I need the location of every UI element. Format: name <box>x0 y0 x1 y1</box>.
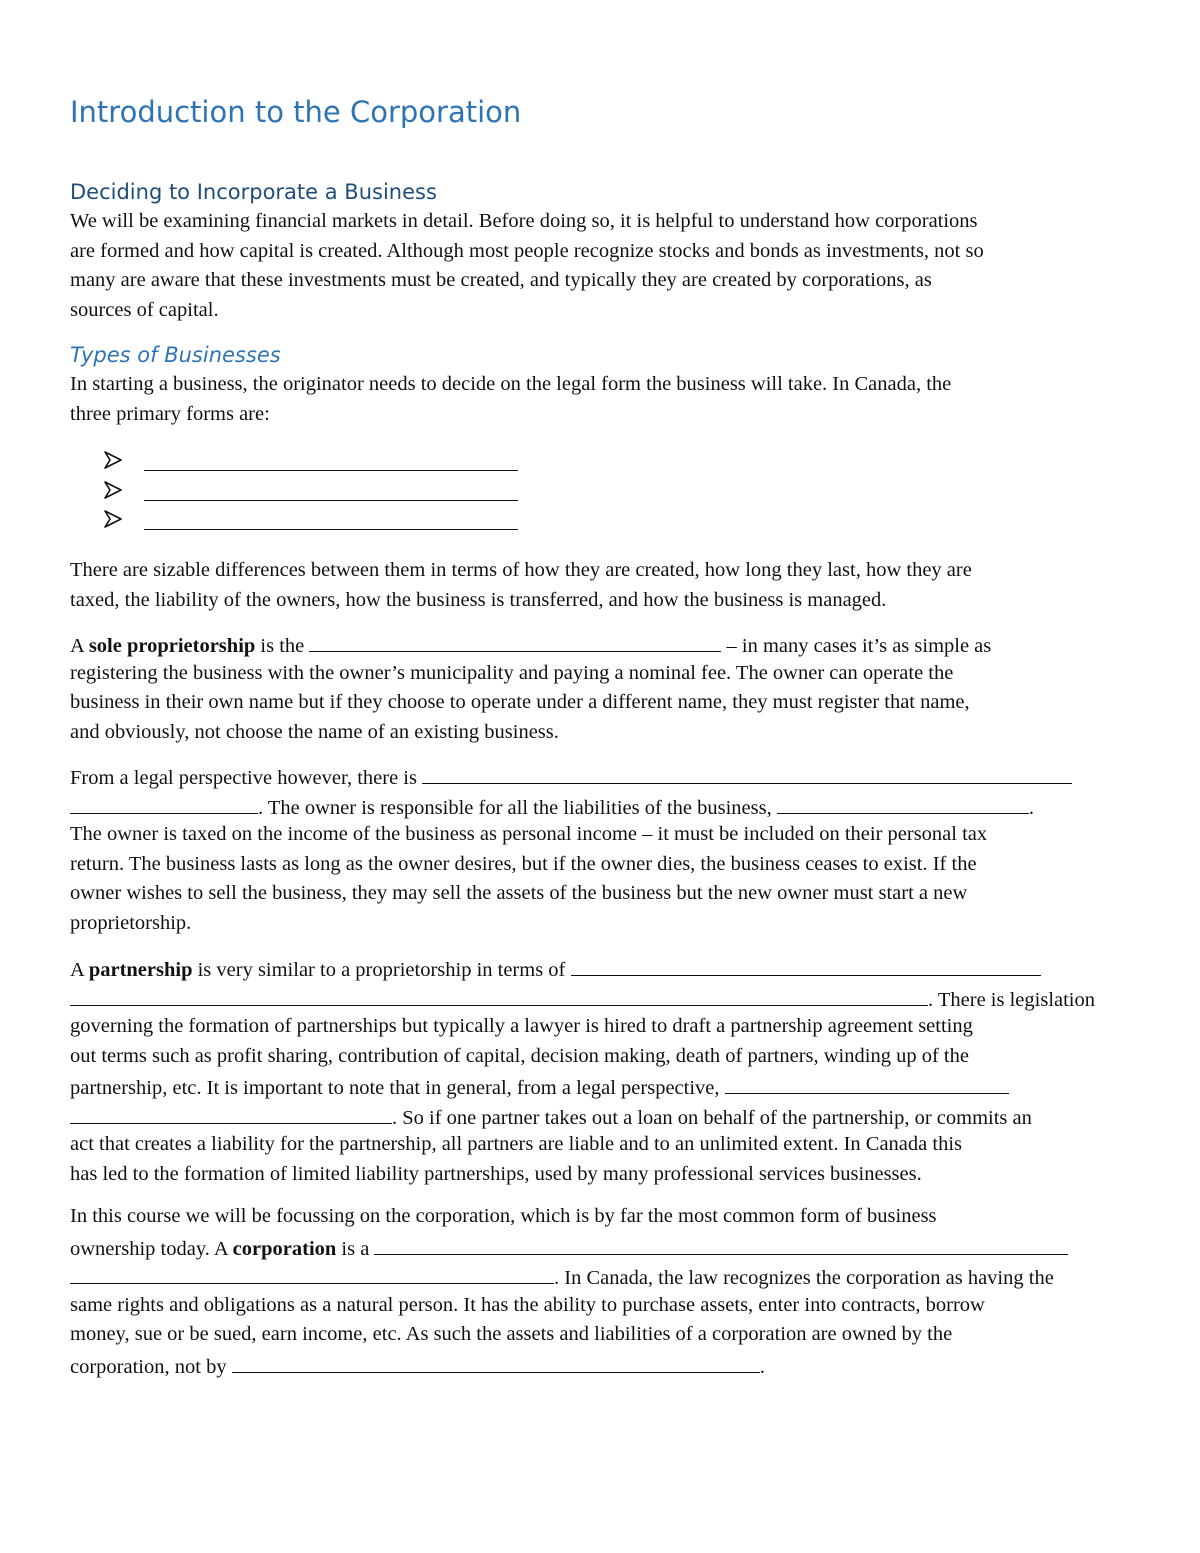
fill-in-blank[interactable] <box>144 529 518 530</box>
text-line: We will be examining financial markets in detail. Before doing so, it is helpful to understand how corporations <box>70 210 978 232</box>
text-line: proprietorship. <box>70 911 192 934</box>
text-line: registering the business with the owner’s municipality and paying a nominal fee. The owner can operate the <box>70 661 954 684</box>
types-paragraph <box>70 370 1128 429</box>
corporation-paragraph <box>70 1202 1128 1379</box>
text-line <box>70 953 1128 983</box>
text-line <box>70 791 1128 821</box>
section-heading: Deciding to Incorporate a Business <box>70 180 437 204</box>
subsection-heading: Types of Businesses <box>70 343 281 367</box>
partnership-paragraph <box>70 953 1128 1189</box>
text-line: and obviously, not choose the name of an existing business. <box>70 720 559 743</box>
fill-in-blank[interactable] <box>777 791 1029 814</box>
fill-in-blank[interactable] <box>144 470 518 471</box>
fill-in-blank[interactable] <box>70 983 928 1006</box>
fill-in-blank[interactable] <box>70 1101 392 1124</box>
text-line: many are aware that these investments must be created, and typically they are created by corporations, as <box>70 269 932 291</box>
text-line <box>70 1350 1128 1380</box>
text-run: is very similar to a proprietorship in terms of <box>192 959 571 981</box>
fill-in-blank[interactable] <box>422 761 1072 784</box>
text-line <box>70 1232 1128 1262</box>
differences-paragraph <box>70 556 1128 615</box>
text-run: . <box>759 1355 765 1378</box>
text-run: partnership, etc. It is important to note that in general, from a legal perspective, <box>70 1077 725 1099</box>
text-line: money, sue or be sued, earn income, etc. As such the assets and liabilities of a corporation are owned by the <box>70 1323 953 1345</box>
text-line: are formed and how capital is created. Although most people recognize stocks and bonds as investments, not so <box>70 239 984 262</box>
text-line: There are sizable differences between them in terms of how they are created, how long they last, how they are <box>70 559 972 581</box>
list-item <box>104 505 564 535</box>
list-item <box>104 476 564 506</box>
text-run: ownership today. A <box>70 1237 233 1260</box>
text-run: corporation, not by <box>70 1355 232 1378</box>
text-run: is the <box>255 635 310 657</box>
text-run: is a <box>336 1237 375 1260</box>
text-line: three primary forms are: <box>70 402 270 425</box>
business-forms-list <box>104 446 564 535</box>
text-run: . The owner is responsible for all the liabilities of the business, <box>258 796 777 819</box>
fill-in-blank[interactable] <box>374 1232 1068 1255</box>
text-line: has led to the formation of limited liability partnerships, used by many professional services businesses. <box>70 1162 922 1185</box>
arrow-bullet-icon <box>104 481 122 499</box>
arrow-bullet-icon <box>104 451 122 469</box>
text-line: act that creates a liability for the partnership, all partners are liable and to an unlimited extent. In Canada this <box>70 1133 962 1155</box>
text-line: sources of capital. <box>70 298 219 321</box>
text-line <box>70 1071 1128 1101</box>
intro-paragraph <box>70 207 1128 325</box>
text-line: The owner is taxed on the income of the business as personal income – it must be included on their personal tax <box>70 823 988 845</box>
text-run: . In Canada, the law recognizes the corporation as having the <box>554 1267 1054 1289</box>
text-line: out terms such as profit sharing, contribution of capital, decision making, death of partners, winding up of the <box>70 1044 969 1067</box>
text-line <box>70 983 1128 1013</box>
text-line: business in their own name but if they choose to operate under a different name, they must register that name, <box>70 691 970 713</box>
text-run: . So if one partner takes out a loan on behalf of the partnership, or commits an <box>392 1106 1032 1129</box>
term-sole-proprietorship: sole proprietorship <box>88 635 256 657</box>
text-line: In this course we will be focussing on the corporation, which is by far the most common form of business <box>70 1205 937 1227</box>
term-corporation: corporation <box>232 1237 337 1260</box>
term-partnership: partnership <box>88 959 193 981</box>
page-title: Introduction to the Corporation <box>70 95 522 129</box>
legal-perspective-paragraph <box>70 761 1128 938</box>
text-line <box>70 1261 1128 1291</box>
text-line: In starting a business, the originator needs to decide on the legal form the business will take. In Canada, the <box>70 373 952 395</box>
sole-proprietorship-paragraph <box>70 629 1128 747</box>
text-line: return. The business lasts as long as the owner desires, but if the owner dies, the business ceases to exist. If the <box>70 852 977 875</box>
text-run: . <box>1028 796 1034 819</box>
fill-in-blank[interactable] <box>70 791 258 814</box>
list-item <box>104 446 564 476</box>
text-line: owner wishes to sell the business, they may sell the assets of the business but the new owner must start a new <box>70 882 968 904</box>
arrow-bullet-icon <box>104 510 122 528</box>
text-line: governing the formation of partnerships but typically a lawyer is hired to draft a partnership agreement setting <box>70 1015 973 1037</box>
text-run: – in many cases it’s as simple as <box>721 635 992 657</box>
fill-in-blank[interactable] <box>232 1350 760 1373</box>
text-run: A <box>70 635 89 657</box>
text-line: same rights and obligations as a natural person. It has the ability to purchase assets, enter into contracts, borrow <box>70 1293 985 1316</box>
text-line <box>70 1101 1128 1131</box>
text-line: taxed, the liability of the owners, how the business is transferred, and how the business is managed. <box>70 588 887 611</box>
text-run: From a legal perspective however, there is <box>70 767 423 789</box>
fill-in-blank[interactable] <box>144 500 518 501</box>
text-run: A <box>70 959 89 981</box>
fill-in-blank[interactable] <box>309 629 721 652</box>
fill-in-blank[interactable] <box>571 953 1041 976</box>
fill-in-blank[interactable] <box>725 1071 1009 1094</box>
text-run: . There is legislation <box>928 988 1096 1011</box>
fill-in-blank[interactable] <box>70 1261 554 1284</box>
text-line <box>70 761 1128 791</box>
text-line <box>70 629 1128 659</box>
